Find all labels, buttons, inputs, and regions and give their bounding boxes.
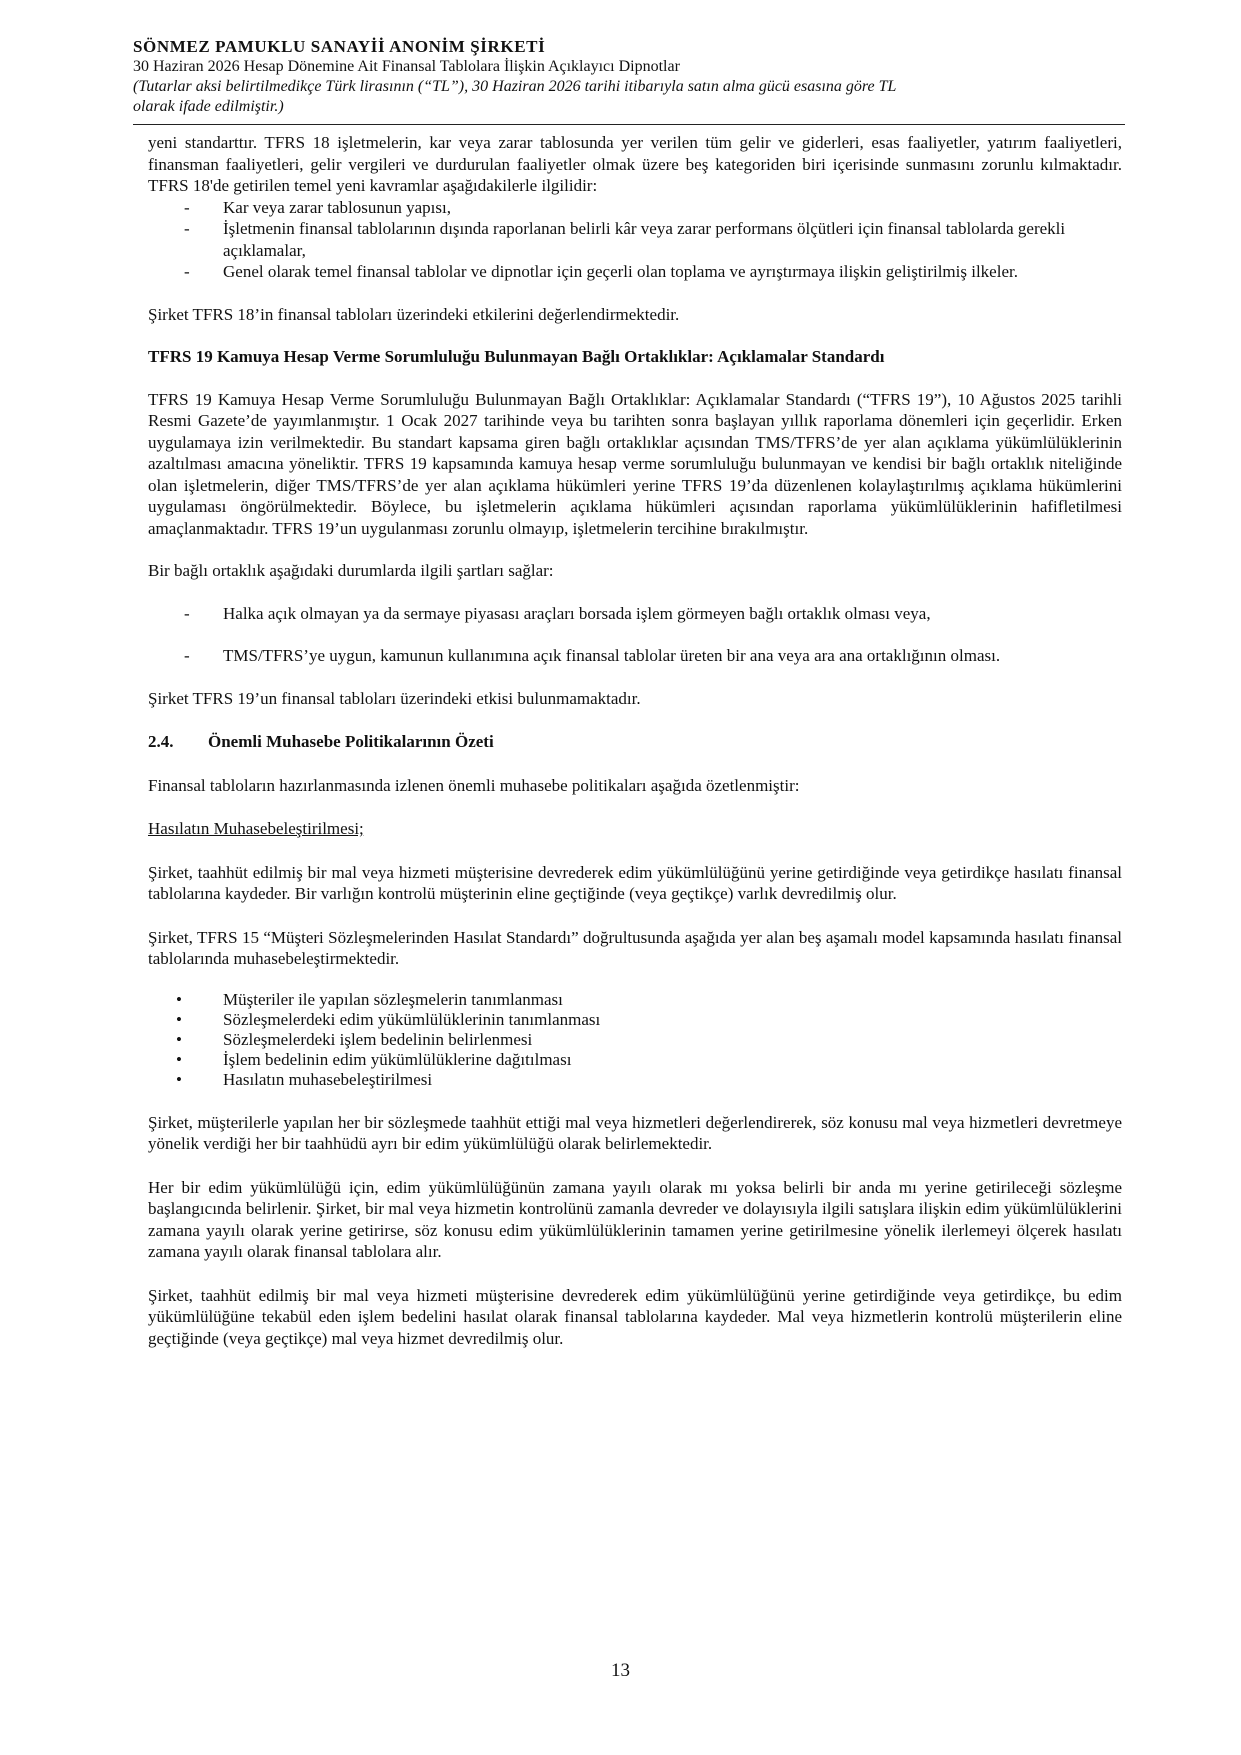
currency-note-line-1: (Tutarlar aksi belirtilmedikçe Türk lirasının (“TL”), 30 Haziran 2026 tarihi itibarıyla satın alma gücü esasına göre TL xyxy=(133,78,897,95)
header-divider xyxy=(133,124,1125,125)
section-heading xyxy=(148,731,1122,753)
revenue-steps-list xyxy=(148,990,1122,1090)
list-item: • Hasılatın muhasebeleştirilmesi xyxy=(176,1069,433,1089)
list-item-text: Halka açık olmayan ya da sermaye piyasası araçları borsada işlem görmeyen bağlı ortaklık olması veya, xyxy=(223,603,931,623)
list-item: • İşlem bedelinin edim yükümlülüklerine dağıtılması xyxy=(176,1049,572,1069)
page-header xyxy=(133,36,1123,117)
page-number: 13 xyxy=(611,1660,630,1681)
section-intro: Finansal tabloların hazırlanmasında izlenen önemli muhasebe politikaları aşağıda özetlenmiştir: xyxy=(148,775,800,795)
document-subtitle: 30 Haziran 2026 Hesap Dönemine Ait Finansal Tablolara İlişkin Açıklayıcı Dipnotlar xyxy=(133,58,680,75)
tfrs19-body: TFRS 19 Kamuya Hesap Verme Sorumluluğu Bulunmayan Bağlı Ortaklıklar: Açıklamalar Standardı (“TFRS 19”), 10 Ağustos 2025 tarihli Resmi Gazete’de yayımlanmıştır. 1 Ocak 2027 tarihinde veya bu tarihten sonra başlayan yıllık raporlama dönemleri için geçerlidir. Erken uygulamaya izin verilmektedir. Bu standart kapsama giren bağlı ortaklıklar açısından TMS/TFRS’de yer alan açıklama yükümlülüklerinin azaltılması amacına yöneliktir. TFRS 19 kapsamında kamuya hesap verme sorumluluğu bulunmayan ve kendisi bir bağlı ortaklık niteliğinde olan işletmelerin, diğer TMS/TFRS’de yer alan açıklama hükümleri yerine TFRS 19’da düzenlenen kolaylaştırılmış açıklama hükümlerini uygulaması öngörülmektedir. Böylece, bu işletmelerin açıklama hükümleri açısından raporlama yükümlülüklerinin hafifletilmesi amaçlanmaktadır. TFRS 19’un uygulanması zorunlu olmayıp, işletmelerin tercihine bırakılmıştır. xyxy=(148,389,1122,538)
tfrs19-conditions-intro: Bir bağlı ortaklık aşağıdaki durumlarda ilgili şartları sağlar: xyxy=(148,561,554,580)
list-item: - Halka açık olmayan ya da sermaye piyasası araçları borsada işlem görmeyen bağlı ortaklık olması veya, xyxy=(184,603,931,623)
list-item: - TMS/TFRS’ye uygun, kamunun kullanımına açık finansal tablolar üreten bir ana veya ara ana ortaklığının olması. xyxy=(184,646,1001,665)
tfrs18-concepts-list xyxy=(148,197,1122,283)
list-item: • Sözleşmelerdeki edim yükümlülüklerinin tanımlanması xyxy=(176,1009,601,1029)
list-item-text: İşletmenin finansal tablolarının dışında raporlanan belirli kâr veya zarar performans ölçütleri için finansal tablolarda gerekli açıklamalar, xyxy=(223,219,1066,260)
revenue-paragraph-4: Her bir edim yükümlülüğü için, edim yükümlülüğünün zamana yayılı olarak mı yoksa belirli bir anda mı yerine getirileceği sözleşme başlangıcında belirlenir. Şirket, bir mal veya hizmetin kontrolünü zamanla devreder ve dolayısıyla ilgili satışlara ilişkin edim yükümlülüklerini zamana yayılı olarak yerine getirirse, söz konusu edim yükümlülüklerinin tamamen yerine getirilmesine yönelik ilerlemeyi ölçerek hasılatı zamana yayılı olarak finansal tablolara alır. xyxy=(148,1177,1122,1261)
tfrs18-intro: yeni standarttır. TFRS 18 işletmelerin, kar veya zarar tablosunda yer verilen tüm gelir ve giderleri, esas faaliyetler, yatırım faaliyetleri, finansman faaliyetleri, gelir vergileri ve durdurulan faaliyetler olmak üzere beş kategoriden biri içerisinde sunmasını zorunlu kılmaktadır. TFRS 18'de getirilen temel yeni kavramlar aşağıdakilerle ilgilidir: xyxy=(148,133,1122,195)
revenue-paragraph-5: Şirket, taahhüt edilmiş bir mal veya hizmeti müşterisine devrederek edim yükümlülüğünü yerine getirdiğinde veya getirdikçe, bu edim yükümlülüğüne tekabül eden işlem bedelini hasılat olarak finansal tablolarına kaydeder. Mal veya hizmetlerin kontrolü müşterilerin eline geçtiğinde (veya geçtikçe) mal veya hizmet devredilmiş olur. xyxy=(148,1285,1122,1348)
revenue-heading: Hasılatın Muhasebeleştirilmesi; xyxy=(148,819,364,838)
tfrs19-conclusion: Şirket TFRS 19’un finansal tabloları üzerindeki etkisi bulunmamaktadır. xyxy=(148,688,641,708)
list-item-text: Sözleşmelerdeki edim yükümlülüklerinin tanımlanması xyxy=(223,1009,601,1029)
list-item: - Genel olarak temel finansal tablolar ve dipnotlar için geçerli olan toplama ve ayrıştırmaya ilişkin geliştirilmiş ilkeler. xyxy=(184,262,1018,281)
revenue-paragraph-3: Şirket, müşterilerle yapılan her bir sözleşmede taahhüt ettiği mal veya hizmetleri değerlendirerek, söz konusu mal veya hizmetleri devretmeye yönelik verdiği her bir taahhüdü ayrı bir edim yükümlülüğü olarak belirlemektedir. xyxy=(148,1112,1122,1153)
list-item: - İşletmenin finansal tablolarının dışında raporlanan belirli kâr veya zarar performans ölçütleri için finansal tablolarda gerekli açıklamalar, xyxy=(184,219,1066,260)
page-body xyxy=(148,132,1122,1349)
tfrs19-conditions-list xyxy=(148,603,1122,667)
revenue-paragraph-2: Şirket, TFRS 15 “Müşteri Sözleşmelerinden Hasılat Standardı” doğrultusunda aşağıda yer alan beş aşamalı model kapsamında hasılatı finansal tablolarında muhasebeleştirmektedir. xyxy=(148,927,1122,968)
currency-note-line-2: olarak ifade edilmiştir.) xyxy=(133,98,284,115)
revenue-paragraph-1: Şirket, taahhüt edilmiş bir mal veya hizmeti müşterisine devrederek edim yükümlülüğünü yerine getirdiğinde veya getirdikçe hasılatı finansal tablolarına kaydeder. Bir varlığın kontrolü müşterinin eline geçtiğinde (veya geçtikçe) varlık devredilmiş olur. xyxy=(148,862,1122,903)
tfrs19-heading: TFRS 19 Kamuya Hesap Verme Sorumluluğu Bulunmayan Bağlı Ortaklıklar: Açıklamalar Standardı xyxy=(148,347,885,366)
list-item-text: TMS/TFRS’ye uygun, kamunun kullanımına açık finansal tablolar üreten bir ana veya ara ana ortaklığının olması. xyxy=(223,646,1001,665)
section-number: 2.4. xyxy=(148,732,174,751)
tfrs18-conclusion: Şirket TFRS 18’in finansal tabloları üzerindeki etkilerini değerlendirmektedir. xyxy=(148,304,680,324)
list-item-text: Kar veya zarar tablosunun yapısı, xyxy=(223,197,451,217)
section-title: Önemli Muhasebe Politikalarının Özeti xyxy=(208,732,494,751)
list-item: • Müşteriler ile yapılan sözleşmelerin tanımlanması xyxy=(176,989,563,1009)
list-item-text: İşlem bedelinin edim yükümlülüklerine dağıtılması xyxy=(223,1049,572,1069)
list-item-text: Genel olarak temel finansal tablolar ve dipnotlar için geçerli olan toplama ve ayrıştırmaya ilişkin geliştirilmiş ilkeler. xyxy=(223,262,1018,281)
list-item-text: Hasılatın muhasebeleştirilmesi xyxy=(223,1069,433,1089)
list-item: - Kar veya zarar tablosunun yapısı, xyxy=(184,197,451,217)
company-name: SÖNMEZ PAMUKLU SANAYİİ ANONİM ŞİRKETİ xyxy=(133,37,546,56)
list-item-text: Sözleşmelerdeki işlem bedelinin belirlenmesi xyxy=(223,1029,533,1049)
list-item-text: Müşteriler ile yapılan sözleşmelerin tanımlanması xyxy=(223,989,563,1009)
list-item: • Sözleşmelerdeki işlem bedelinin belirlenmesi xyxy=(176,1029,533,1049)
